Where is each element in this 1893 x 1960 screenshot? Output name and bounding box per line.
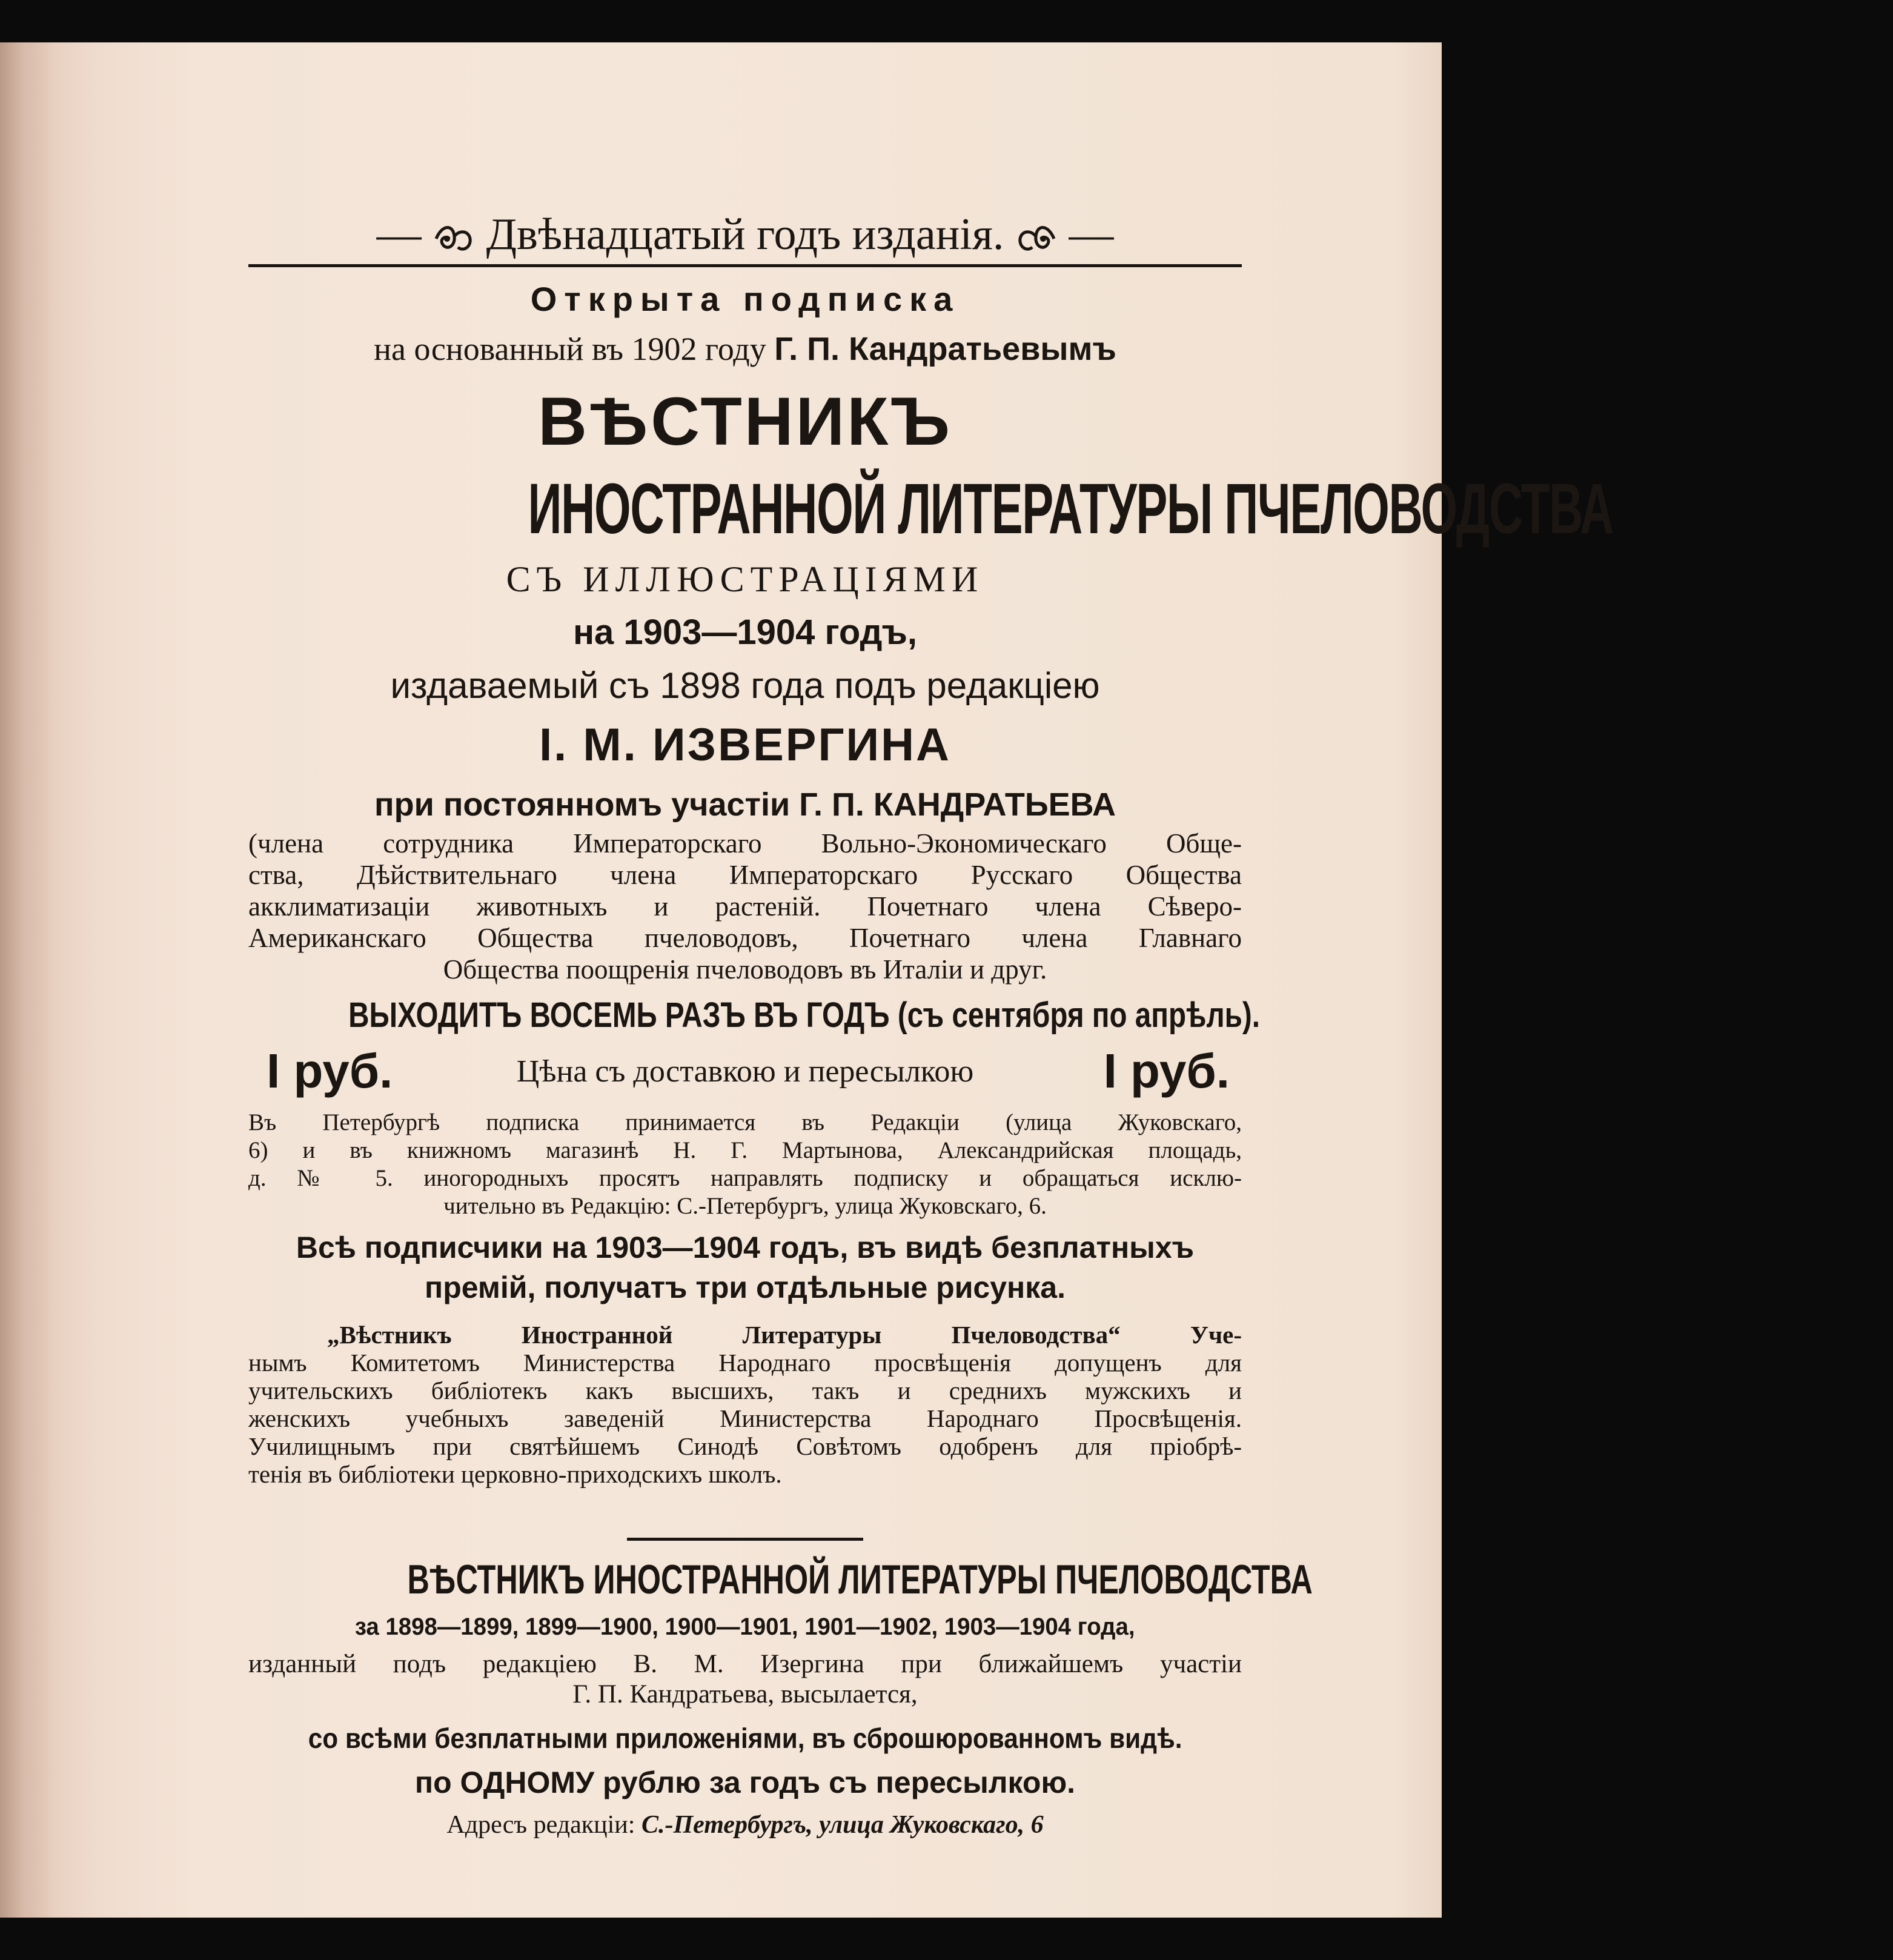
price-description: Цѣна съ доставкою и пересылкою	[516, 1054, 974, 1089]
published-line: издаваемый съ 1898 года подъ редакціею	[390, 665, 1100, 706]
header-line	[248, 207, 1242, 262]
approval-line: учительскихъ библіотекъ какъ высшихъ, такъ и среднихъ мужскихъ и	[248, 1377, 1242, 1404]
advertisement-text	[0, 42, 1614, 1918]
subscription-info-line: Въ Петербургѣ подписка принимается въ Редакціи (улица Жуковскаго,	[248, 1109, 1242, 1135]
address-value: С.-Петербургъ, улица Жуковскаго, 6	[641, 1811, 1044, 1839]
subscription-info-line: 6) и въ книжномъ магазинѣ Н. Г. Мартынова, Александрийская площадь,	[248, 1137, 1242, 1163]
founded-prefix: на основанный въ 1902 году	[374, 331, 766, 367]
back-issues-edited-line: изданный подъ редакціею В. М. Изергина при ближайшемъ участіи	[248, 1650, 1242, 1678]
floral-ornament-right-icon	[1015, 221, 1058, 257]
subscription-info-line: чительно въ Редакцію: С.-Петербургъ, улица Жуковскаго, 6.	[443, 1193, 1047, 1219]
credentials-line: Общества поощренія пчеловодовъ въ Италіи и друг.	[443, 954, 1047, 985]
editor-name: I. М. ИЗВЕРГИНА	[539, 719, 951, 771]
founder-name: Г. П. Кандратьевымъ	[774, 331, 1116, 367]
back-issues-years: за 1898—1899, 1899—1900, 1900—1901, 1901—1902, 1903—1904 года,	[355, 1613, 1135, 1640]
back-issues-price: по ОДНОМУ рублю за годъ съ пересылкою.	[414, 1766, 1076, 1799]
floral-ornament-left-icon	[433, 221, 475, 257]
founded-line	[248, 325, 1242, 373]
book-page	[0, 42, 1614, 1918]
with-premiums-line: со всѣми безплатными приложеніями, въ сброшюрованномъ видѣ.	[308, 1722, 1182, 1754]
approval-line: нымъ Комитетомъ Министерства Народнаго просвѣщенія допущенъ для	[248, 1349, 1242, 1377]
back-issues-title-wrap	[248, 1552, 1313, 1618]
back-issues-edited-line: Г. П. Кандратьева, высылается,	[572, 1680, 918, 1709]
credentials-line: ства, Дѣйствительнаго члена Императорскаго Русскаго Общества	[248, 860, 1242, 890]
header-title: Двѣнадцатый годъ изданія.	[486, 210, 1004, 259]
section-divider	[627, 1538, 863, 1541]
subscription-info-line: д. № 5. иногородныхъ просятъ направлять подписку и обращаться исклю-	[248, 1165, 1242, 1191]
approval-line: тенія въ библіотеки церковно-приходскихъ школъ.	[248, 1460, 782, 1488]
back-issues-years-wrap	[248, 1609, 1242, 1650]
credentials-line: (члена сотрудника Императорскаго Вольно-Экономическаго Обще-	[248, 828, 1242, 859]
approval-line: Училищнымъ при святѣйшемъ Синодѣ Совѣтомъ одобренъ для пріобрѣ-	[248, 1432, 1242, 1460]
frequency-line: ВЫХОДИТЪ ВОСЕМЬ РАЗЪ ВЪ ГОДЪ (съ сентября по апрѣль).	[348, 995, 1260, 1035]
price-right: I руб.	[1103, 1044, 1230, 1098]
subscription-heading: Открыта подписка	[530, 280, 960, 318]
approval-paragraph	[248, 1321, 1242, 1488]
illustrations-line: СЪ ИЛЛЮСТРАЦІЯМИ	[506, 559, 984, 599]
header-rule	[248, 264, 1242, 267]
address-label: Адресъ редакціи:	[446, 1811, 635, 1839]
approval-line: „Вѣстникъ Иностранной Литературы Пчеловодства“ Уче-	[327, 1321, 1242, 1349]
credentials-line: акклиматизаціи животныхъ и растеній. Почетнаго члена Сѣверо-	[248, 891, 1242, 922]
credentials-paragraph	[248, 828, 1242, 985]
ornament-left-dash: —	[376, 210, 422, 259]
approval-line: женскихъ учебныхъ заведеній Министерства Народнаго Просвѣщенія.	[248, 1404, 1242, 1432]
price-line	[248, 1042, 1242, 1100]
subscription-info-paragraph	[248, 1109, 1242, 1220]
journal-title-main: ИНОСТРАННОЙ ЛИТЕРАТУРЫ ПЧЕЛОВОДСТВА	[528, 469, 1614, 549]
frequency-wrap	[248, 991, 1260, 1049]
ornament-right-dash: —	[1069, 210, 1114, 259]
price-left: I руб.	[267, 1044, 393, 1098]
address-line	[248, 1807, 1242, 1843]
back-issues-title: ВѢСТНИКЪ ИНОСТРАННОЙ ЛИТЕРАТУРЫ ПЧЕЛОВОДСТВА	[407, 1556, 1313, 1603]
participation-line: при постоянномъ участіи Г. П. КАНДРАТЬЕВА	[374, 786, 1116, 823]
with-premiums-wrap	[248, 1718, 1242, 1766]
premium-paragraph	[248, 1227, 1242, 1307]
journal-title-top: ВѢСТНИКЪ	[538, 384, 952, 459]
premium-line: премій, получатъ три отдѣльные рисунка.	[425, 1271, 1066, 1304]
credentials-line: Американскаго Общества пчеловодовъ, Почетнаго члена Главнаго	[248, 923, 1242, 953]
premium-line: Всѣ подписчики на 1903—1904 годъ, въ видѣ безплатныхъ	[296, 1231, 1195, 1264]
back-issues-edited	[248, 1649, 1242, 1710]
years-line: на 1903—1904 годъ,	[572, 613, 918, 652]
